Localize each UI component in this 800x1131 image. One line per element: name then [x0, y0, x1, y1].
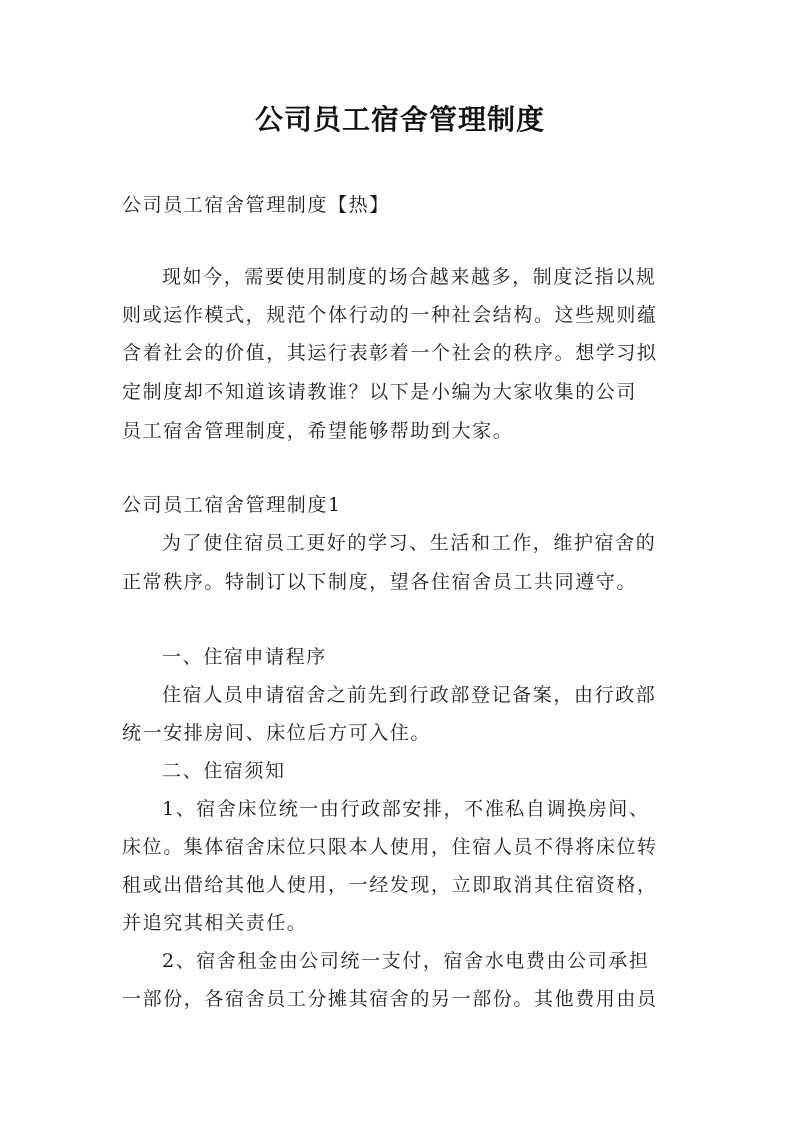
rule1-line-2: 床位。集体宿舍床位只限本人使用，住宿人员不得将床位转 [122, 836, 658, 858]
document-title: 公司员工宿舍管理制度 [254, 103, 545, 136]
section1-heading: 公司员工宿舍管理制度1 [122, 494, 342, 516]
rule1-line-1: 1、宿舍床位统一由行政部安排，不准私自调换房间、 [162, 798, 650, 820]
intro-line-5: 员工宿舍管理制度，希望能够帮助到大家。 [122, 420, 514, 442]
subtitle: 公司员工宿舍管理制度【热】 [122, 194, 390, 216]
intro-line-2: 则或运作模式，规范个体行动的一种社会结构。这些规则蕴 [122, 304, 658, 326]
part1-line-1: 住宿人员申请宿舍之前先到行政部登记备案，由行政部 [162, 684, 657, 706]
rule1-line-3: 租或出借给其他人使用，一经发现，立即取消其住宿资格， [122, 874, 658, 896]
section1-intro-line-2: 正常秩序。特制订以下制度，望各住宿舍员工共同遵守。 [122, 571, 638, 593]
section1-intro-line-1: 为了使住宿员工更好的学习、生活和工作，维护宿舍的 [162, 532, 657, 554]
intro-line-4: 定制度却不知道该请教谁？以下是小编为大家收集的公司 [122, 381, 638, 403]
part1-heading: 一、住宿申请程序 [162, 646, 327, 668]
part2-heading: 二、住宿须知 [162, 760, 286, 782]
rule1-line-4: 并追究其相关责任。 [122, 912, 308, 934]
part1-line-2: 统一安排房间、床位后方可入住。 [122, 722, 432, 744]
rule2-line-1: 2、宿舍租金由公司统一支付，宿舍水电费由公司承担 [162, 950, 650, 972]
intro-line-1: 现如今，需要使用制度的场合越来越多，制度泛指以规 [162, 266, 657, 288]
intro-line-3: 含着社会的价值，其运行表彰着一个社会的秩序。想学习拟 [122, 342, 658, 364]
rule2-line-2: 一部份，各宿舍员工分摊其宿舍的另一部份。其他费用由员 [122, 988, 658, 1010]
